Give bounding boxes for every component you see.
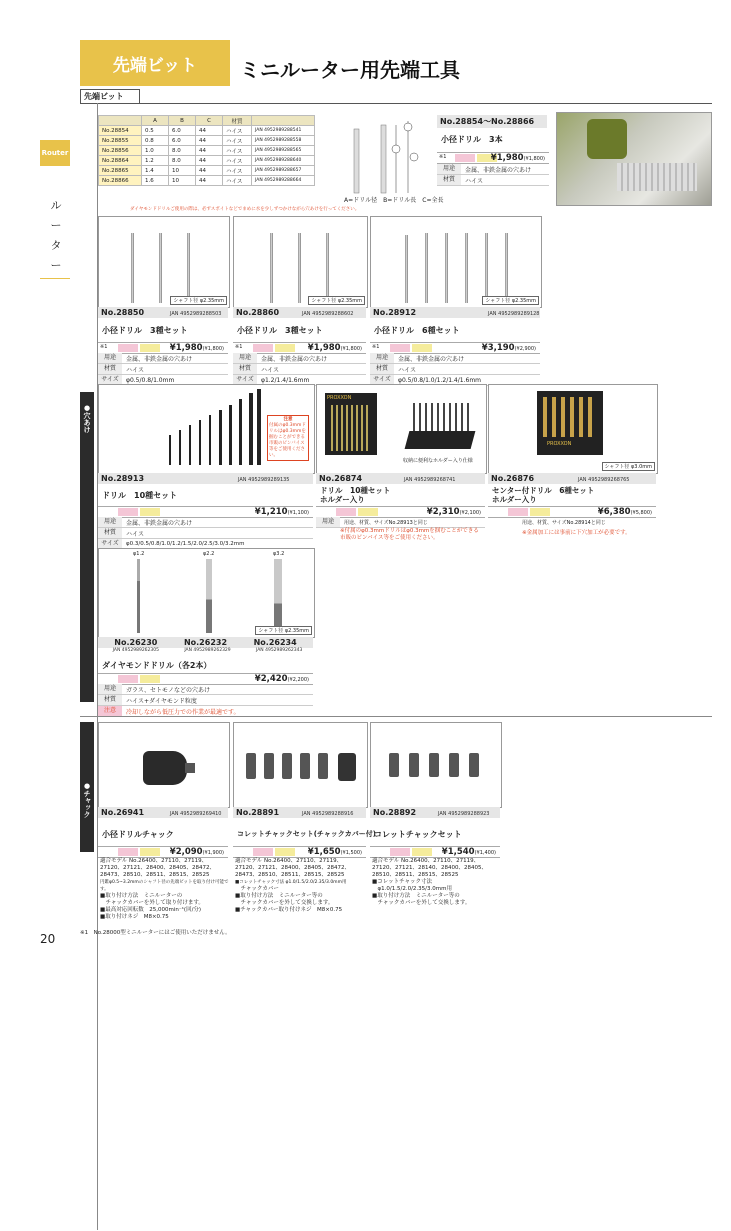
product-number: No.28912 xyxy=(370,307,540,318)
product-name: 小径ドリル 3本 xyxy=(441,135,503,144)
product-number: No.28860 xyxy=(233,307,366,318)
product-number: No.28854〜No.28866 xyxy=(437,115,547,128)
product-note: ※付属のφ0.3mmドリルはφ0.3mmを掴むことができる市販のピンバイス等をご使用ください。 xyxy=(340,528,479,541)
product-image xyxy=(98,722,230,808)
table-row: No.28856 1.0 8.0 44 ハイス JAN 4952989288565 xyxy=(99,146,315,156)
table-note: ダイヤモンドドリルご使用の際は、必ずスポイトなどでまめに水を少しずつかけながら穴あけを行ってください。 xyxy=(130,207,360,212)
drill-dimension-diagram xyxy=(340,115,435,195)
spec-text: 適合モデル No.26400、27110、27119、 27120、27121、28400、28405、28472、 28473、28510、28511、28515、28525 円錐φ0.5~3.2mmのシャフト径の先端ビットを取り付け可能です。 ■取り付け方法 ミニルーターの チャックカバーを外して取り付けます。 ■最高対応回転数 25,000min⁻¹(回/分) ■取り付けネジ M8×0.75 xyxy=(100,858,229,920)
product-name: ドリル 10種セット ホルダー入り xyxy=(320,486,391,504)
table-row: No.28854 0.5 6.0 44 ハイス JAN 4952989288541 xyxy=(99,126,315,136)
product-image: シャフト径 φ2.35mm xyxy=(370,216,542,308)
product-image: PROXXON シャフト径 φ3.0mm xyxy=(488,384,658,474)
spec-table: A B C 材質 No.28854 0.5 6.0 44 ハイス JAN 4952989288541 No.28855 0.8 6.0 44 ハイス JAN 4952989288558 No.28856 1.0 8.0 44 ハイス JAN 4952989288565 No.28864 1.2 8.0 44 ハイス JAN 4952989288640 No.28865 1.4 10 44 ハイス JAN 4952989288657 No.28866 1.6 10 44 ハイス JAN 4952989288664 xyxy=(98,115,315,186)
spec-text: 適合モデル No.26400、27110、27119、 27120、27121、28400、28405、28472、 28473、28510、28511、28515、28525 ■コレットチャック寸法 φ1.0/1.5/2.0/2.35/3.0mm用 チャックカバー ■取り付け方法 ミニルーター等の チャックカバーを外して交換します。 ■チャックカバー取り付けネジ M8×0.75 xyxy=(235,858,350,913)
product-image: PROXXON 収納に便利なホルダー入り仕様 xyxy=(316,384,487,474)
divider xyxy=(80,716,712,717)
price-row: ¥1,650(¥1,500) xyxy=(233,846,366,858)
jan-code: JAN 4952989288602 xyxy=(302,311,354,317)
product-name: コレットチャックセット xyxy=(374,830,462,839)
table-row: No.28855 0.8 6.0 44 ハイス JAN 4952989288558 xyxy=(99,136,315,146)
side-label: ル ー タ ー xyxy=(50,199,62,272)
spec-list: 用途 金属、非鉄金属の穴あけ 材質 ハイス サイズ φ0.5/0.8/1.0mm xyxy=(98,353,228,386)
dimension-legend: A=ドリル径 B=ドリル長 C=全長 xyxy=(344,197,444,204)
section-bar-drill: ●穴あけ xyxy=(80,392,94,702)
spec-list: 用途 金属、非鉄金属の穴あけ 材質 ハイス サイズ φ0.3/0.5/0.8/1.0/1.2/1.5/2.0/2.5/3.0/3.2mm xyxy=(98,517,313,550)
product-note: ※金属加工には事前に下穴加工が必要です。 xyxy=(522,530,631,536)
product-name: 小径ドリル 3種セット xyxy=(237,326,323,335)
product-name: 小径ドリル 6種セット xyxy=(374,326,460,335)
product-image xyxy=(98,384,315,474)
price-row: ¥2,090(¥1,900) xyxy=(98,846,228,858)
spec-list: 用途 ガラス、セトモノなどの穴あけ 材質 ハイス+ダイヤモンド粒度 注意 冷却しながら低圧力での作業が最適です。 xyxy=(98,684,313,717)
price-row: ※1 ¥1,980(¥1,800) xyxy=(437,152,549,164)
sub-tab: 先端ビット xyxy=(80,89,140,103)
spec-text: 適合モデル No.26400、27110、27119、 27120、27121、28140、28400、28405、 28510、28511、28515、28525 ■コレットチャック寸法 φ1.0/1.5/2.0/2.35/3.0mm用 ■取り付け方法 ミニルーター等の チャックカバーを外して交換します。 xyxy=(372,858,487,906)
product-name: コレットチャックセット(チャックカバー付) xyxy=(237,830,376,838)
price-row: ¥1,540(¥1,400) xyxy=(370,846,500,858)
price-row: ¥6,380(¥5,800) xyxy=(488,506,656,518)
spec-list: 用途 金属、非鉄金属の穴あけ 材質 ハイス xyxy=(437,164,549,186)
product-number: No.26874 xyxy=(316,473,485,484)
product-image: φ1.2 φ2.2 φ3.2 シャフト径 φ2.35mm xyxy=(98,548,315,638)
price-row: ※1 ¥1,980(¥1,800) xyxy=(98,342,228,354)
jan-code: JAN 4952989288503 xyxy=(170,311,222,317)
table-row: No.28866 1.6 10 44 ハイス JAN 4952989288664 xyxy=(99,176,315,186)
jan-code: JAN 4952989268741 xyxy=(404,477,456,483)
price-row: ¥1,210(¥1,100) xyxy=(98,506,313,518)
price-row: ¥2,420(¥2,200) xyxy=(98,673,313,685)
router-badge: Router xyxy=(40,140,70,166)
product-number: No.26941 xyxy=(98,807,228,818)
product-number: No.28913 xyxy=(98,473,313,484)
product-name: 小径ドリル 3種セット xyxy=(102,326,188,335)
section-tab: 先端ビット xyxy=(80,40,230,86)
jan-code: JAN 4952989269410 xyxy=(170,811,222,817)
product-image xyxy=(370,722,502,808)
page-title: ミニルーター用先端工具 xyxy=(240,58,460,82)
page-number: 20 xyxy=(40,932,56,946)
product-name: 小径ドリルチャック xyxy=(102,830,174,839)
product-name: センター付ドリル 6種セット ホルダー入り xyxy=(492,486,595,504)
product-name: ドリル 10種セット xyxy=(102,491,178,500)
jan-code: JAN 4952989262305 JAN 4952989262329 JAN 4952989262343 xyxy=(112,648,303,653)
product-name: ダイヤモンドドリル（各2本） xyxy=(102,661,212,670)
product-image: シャフト径 φ2.35mm xyxy=(233,216,368,308)
spec-list: 用途 金属、非鉄金属の穴あけ 材質 ハイス サイズ φ0.5/0.8/1.0/1.2/1.4/1.6mm xyxy=(370,353,540,386)
drill-press-photo xyxy=(556,112,712,206)
product-number: No.26876 xyxy=(488,473,656,484)
spec-list: 用途 用途、材質、サイズNo.28913と同じ xyxy=(316,517,485,528)
jan-code: JAN 4952989289128 xyxy=(488,311,540,317)
price-row: ※1 ¥3,190(¥2,900) xyxy=(370,342,540,354)
jan-code: JAN 4952989288916 xyxy=(302,811,354,817)
product-number: No.26230 No.26232 No.26234 xyxy=(98,637,313,648)
side-divider xyxy=(40,278,70,279)
table-row: No.28865 1.4 10 44 ハイス JAN 4952989288657 xyxy=(99,166,315,176)
product-number: No.28892 xyxy=(370,807,500,818)
jan-code: JAN 4952989288923 xyxy=(438,811,490,817)
table-row: No.28864 1.2 8.0 44 ハイス JAN 4952989288640 xyxy=(99,156,315,166)
caution-box: 注意 付属のφ0.3mmドリルはφ0.3mmを掴むことができる市販のピンバイス等をご使用ください。 xyxy=(267,415,309,461)
price-row: ※1 ¥1,980(¥1,800) xyxy=(233,342,366,354)
section-bar-chuck: ●チャック xyxy=(80,722,94,852)
spec-list: 用途、材質、サイズNo.28914と同じ xyxy=(522,519,606,526)
product-image: シャフト径 φ2.35mm xyxy=(98,216,230,308)
product-image xyxy=(233,722,368,808)
price: ¥1,980(¥1,800) xyxy=(490,153,545,163)
footnote: ※1 No.28000型ミニルーターにはご使用いただけません。 xyxy=(80,930,231,936)
jan-code: JAN 4952989268765 xyxy=(578,477,630,483)
jan-code: JAN 4952989289135 xyxy=(238,477,290,483)
product-number: No.28850 xyxy=(98,307,228,318)
spec-list: 用途 金属、非鉄金属の穴あけ 材質 ハイス サイズ φ1.2/1.4/1.6mm xyxy=(233,353,366,386)
product-number: No.28891 xyxy=(233,807,366,818)
price-row: ¥2,310(¥2,100) xyxy=(316,506,485,518)
